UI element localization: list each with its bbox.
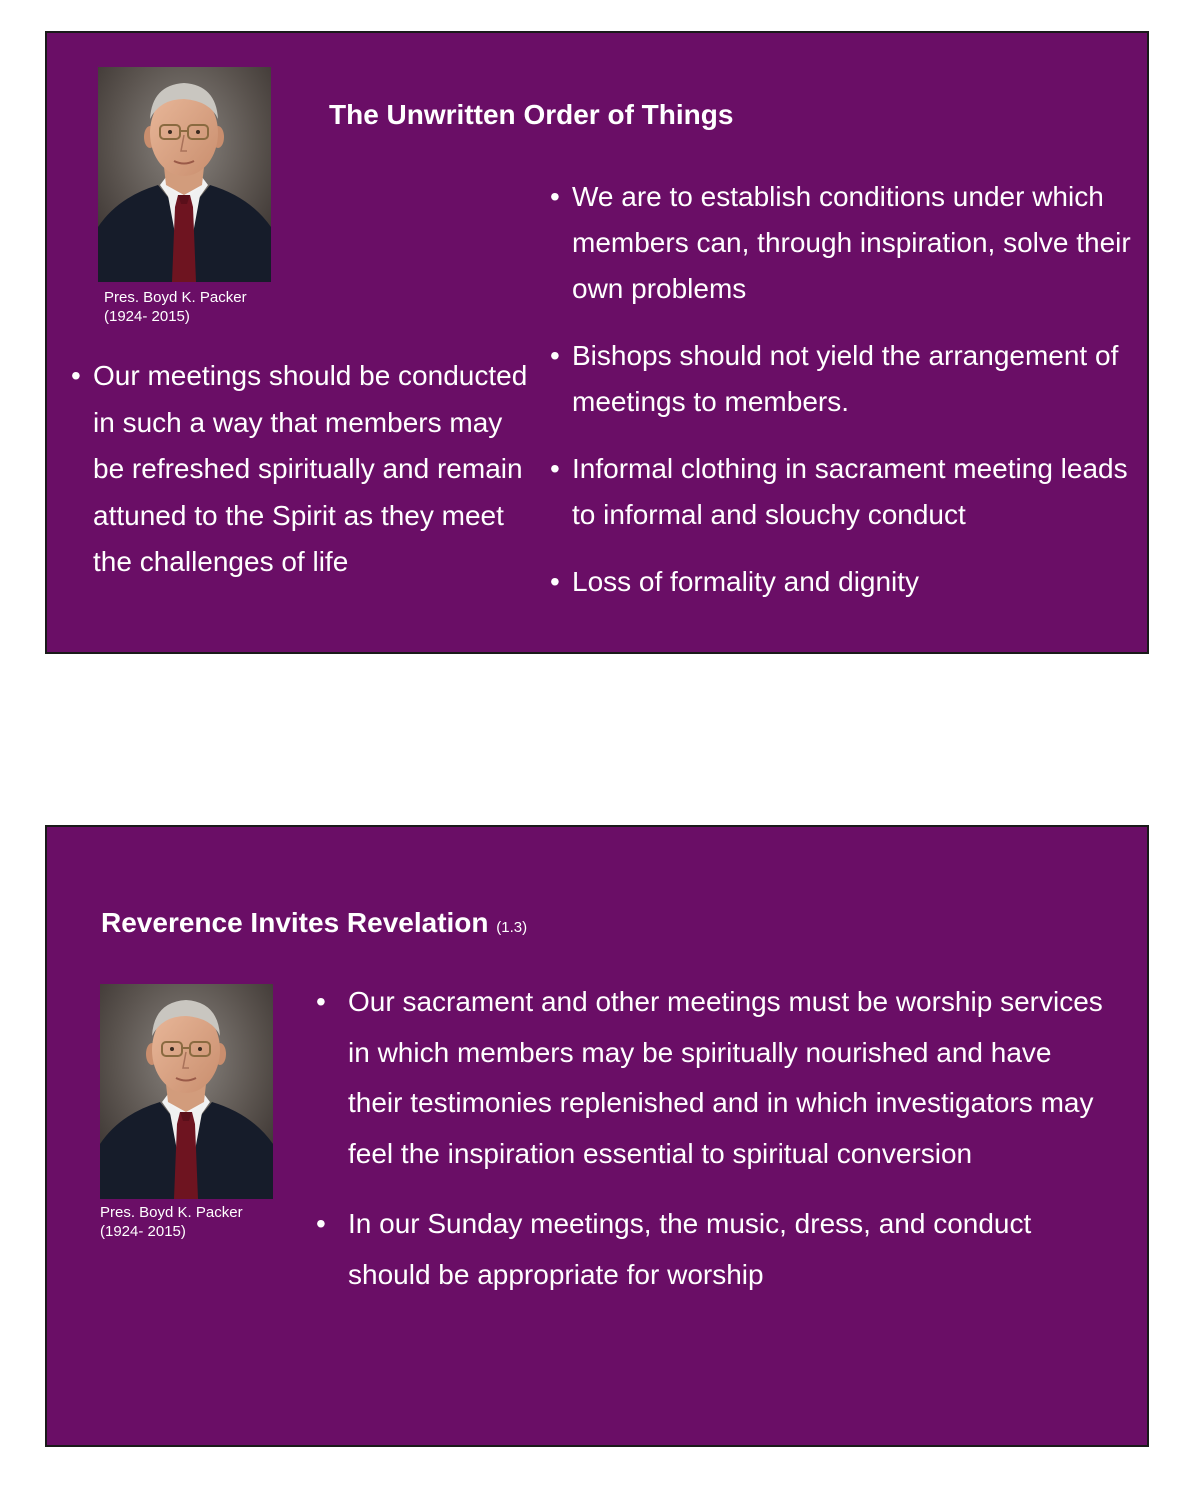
bullet-item bbox=[550, 559, 1142, 605]
portrait-image bbox=[100, 984, 273, 1199]
portrait-image bbox=[98, 67, 271, 282]
bullet-text: Loss of formality and dignity bbox=[572, 566, 920, 597]
bullet-list bbox=[316, 977, 1108, 1320]
caption-years: (1924- 2015) bbox=[100, 1223, 186, 1240]
bullet-item bbox=[316, 1199, 1108, 1300]
slide-title-reference: (1.3) bbox=[496, 919, 528, 936]
slide-title-text: Reverence Invites Revelation bbox=[101, 907, 489, 938]
bullet-text: Bishops should not yield the arrangement of meetings to members. bbox=[572, 340, 1119, 417]
portrait-caption bbox=[104, 288, 247, 326]
bullet-text: Informal clothing in sacrament meeting leads to informal and slouchy conduct bbox=[572, 453, 1128, 530]
bullet-dot-icon: • bbox=[550, 340, 560, 371]
bullet-dot-icon: • bbox=[316, 986, 326, 1017]
bullet-text: Our sacrament and other meetings must be worship services in which members may be spiritually nourished and have their testimonies replenished and in which investigators may feel the inspiration essential to spiritual conversion bbox=[348, 986, 1103, 1169]
bullet-dot-icon: • bbox=[71, 360, 81, 391]
caption-name: Pres. Boyd K. Packer bbox=[100, 1204, 243, 1221]
bullet-item bbox=[550, 446, 1142, 538]
caption-years: (1924- 2015) bbox=[104, 308, 190, 325]
left-bullet-list bbox=[71, 353, 533, 586]
caption-name: Pres. Boyd K. Packer bbox=[104, 289, 247, 306]
bullet-item bbox=[550, 333, 1142, 425]
bullet-dot-icon: • bbox=[550, 566, 560, 597]
bullet-text: In our Sunday meetings, the music, dress, and conduct should be appropriate for worship bbox=[348, 1208, 1032, 1290]
portrait-photo bbox=[100, 984, 273, 1199]
slide-title bbox=[101, 907, 527, 939]
bullet-item bbox=[71, 353, 533, 586]
slide-title: The Unwritten Order of Things bbox=[329, 99, 734, 130]
bullet-text: Our meetings should be conducted in such a way that members may be refreshed spiritually and remain attuned to the Spirit as they meet the challenges of life bbox=[93, 360, 528, 577]
bullet-item bbox=[550, 174, 1142, 312]
bullet-dot-icon: • bbox=[316, 1208, 326, 1239]
right-bullet-list bbox=[550, 174, 1142, 626]
bullet-item bbox=[316, 977, 1108, 1179]
portrait-caption bbox=[100, 1203, 243, 1241]
bullet-dot-icon: • bbox=[550, 453, 560, 484]
bullet-dot-icon: • bbox=[550, 181, 560, 212]
slide-reverence-revelation bbox=[45, 825, 1149, 1447]
slide-unwritten-order bbox=[45, 31, 1149, 654]
bullet-text: We are to establish conditions under which members can, through inspiration, solve their own problems bbox=[572, 181, 1131, 304]
portrait-photo bbox=[98, 67, 271, 282]
